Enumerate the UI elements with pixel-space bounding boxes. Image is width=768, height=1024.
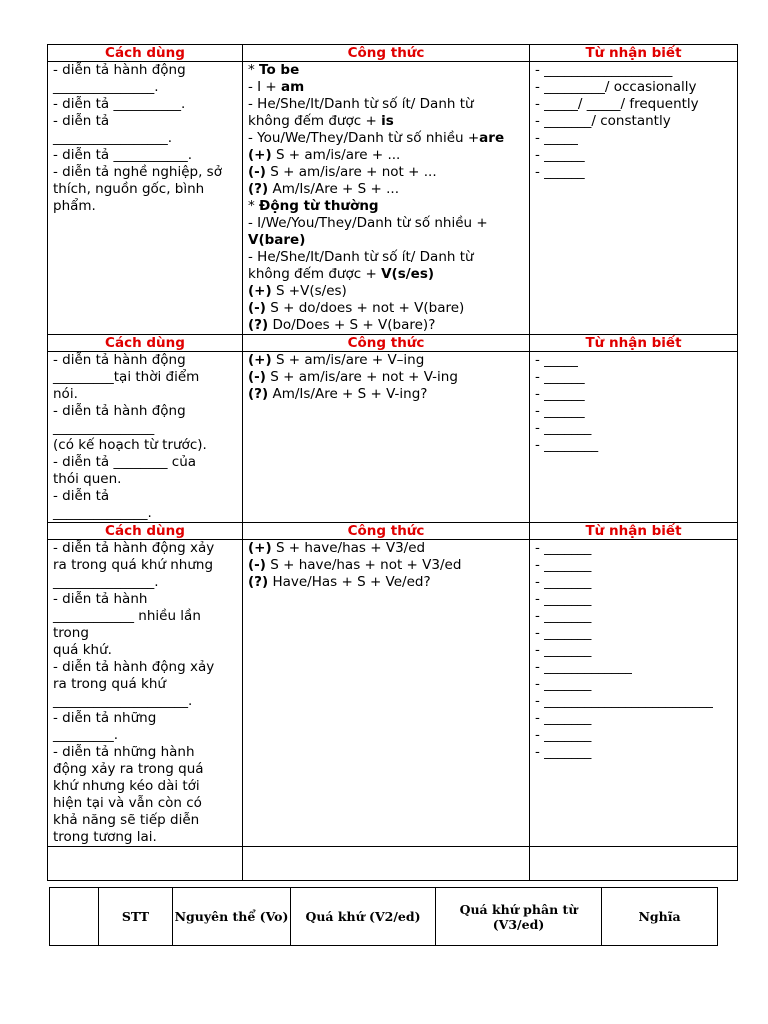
signal-word-line: - _____________: [535, 659, 632, 675]
usage-line: - diễn tả những hành: [53, 744, 195, 760]
usage-line: _______________.: [53, 79, 159, 95]
formula-bold: (+): [248, 147, 272, 163]
blank-cell: [530, 847, 738, 881]
formula-line: [248, 266, 525, 283]
formula-header: Công thức: [243, 523, 530, 540]
usage-line: quá khứ.: [53, 642, 112, 658]
usage-line: trong tương lai.: [53, 829, 157, 845]
formula-text: - I +: [248, 79, 282, 95]
signal-word-line: - ______: [535, 164, 585, 180]
usage-header: Cách dùng: [48, 335, 243, 352]
usage-line: thói quen.: [53, 471, 122, 487]
usage-line: - diễn tả nghề nghiệp, sở: [53, 164, 222, 180]
formula-text: Am/Is/Are + S + ...: [268, 181, 399, 197]
formula-bold: are: [479, 130, 505, 146]
formula-bold: is: [381, 113, 394, 129]
usage-line: - diễn tả hành động: [53, 62, 186, 78]
usage-line: nói.: [53, 386, 78, 402]
formula-bold: (?): [248, 317, 269, 333]
signal-words-cell: [530, 540, 738, 847]
formula-line: [248, 79, 525, 96]
signal-word-line: - _______: [535, 625, 592, 641]
signal-word-line: - _______: [535, 608, 592, 624]
formula-line: [248, 317, 525, 334]
usage-line: thích, nguồn gốc, bình: [53, 181, 205, 197]
formula-line: [248, 147, 525, 164]
usage-line: - diễn tả ________ của: [53, 454, 197, 470]
signal-word-line: - _______: [535, 676, 592, 692]
section-header-row: [48, 523, 738, 540]
formula-text: S + am/is/are + ...: [271, 147, 401, 163]
verb-table-header-cell: STT: [99, 888, 173, 946]
verb-table-header-cell: Nghĩa: [602, 888, 718, 946]
section-content-row: [48, 540, 738, 847]
grammar-table: [47, 44, 738, 881]
usage-line: - diễn tả: [53, 113, 110, 129]
formula-line: [248, 181, 525, 198]
signal-words-header: Từ nhận biết: [530, 335, 738, 352]
usage-line: _______________.: [53, 574, 159, 590]
usage-cell: [48, 540, 243, 847]
usage-line: ra trong quá khứ: [53, 676, 166, 692]
formula-line: [248, 198, 525, 215]
formula-line: [248, 62, 525, 79]
signal-words-header: Từ nhận biết: [530, 45, 738, 62]
usage-line: ____________ nhiều lần: [53, 608, 201, 624]
signal-words-cell: [530, 62, 738, 335]
formula-text: S + am/is/are + not + V-ing: [265, 369, 458, 385]
irregular-verb-table: [49, 887, 718, 946]
formula-line: [248, 164, 525, 181]
signal-word-line: - _______: [535, 642, 592, 658]
formula-text: S + do/does + not + V(bare): [265, 300, 465, 316]
formula-text: Have/Has + S + Ve/ed?: [268, 574, 431, 590]
formula-text: - You/We/They/Danh từ số nhiều +: [248, 130, 480, 146]
usage-line: trong: [53, 625, 89, 641]
usage-cell: [48, 62, 243, 335]
signal-word-line: - ______: [535, 386, 585, 402]
formula-cell: [243, 352, 530, 523]
formula-bold: (-): [248, 557, 266, 573]
usage-line: - diễn tả ___________.: [53, 147, 193, 163]
formula-line: [248, 113, 525, 130]
formula-text: - I/We/You/They/Danh từ số nhiều +: [248, 215, 488, 231]
verb-table-header-row: [50, 888, 718, 946]
signal-word-line: - _________/ occasionally: [535, 79, 697, 95]
formula-cell: [243, 540, 530, 847]
formula-text: S + have/has + not + V3/ed: [265, 557, 462, 573]
section-header-row: [48, 335, 738, 352]
signal-word-line: - ______: [535, 403, 585, 419]
section-content-row: [48, 62, 738, 335]
blank-cell: [243, 847, 530, 881]
signal-word-line: - _______: [535, 727, 592, 743]
signal-word-line: - _______: [535, 744, 592, 760]
usage-line: (có kế hoạch từ trước).: [53, 437, 207, 453]
formula-bold: am: [281, 79, 305, 95]
usage-line: hiện tại và vẫn còn có: [53, 795, 202, 811]
signal-words-cell: [530, 352, 738, 523]
formula-bold: (-): [248, 164, 266, 180]
usage-line: động xảy ra trong quá: [53, 761, 204, 777]
signal-word-line: - _________________________: [535, 693, 713, 709]
formula-text: *: [248, 198, 260, 214]
usage-header: Cách dùng: [48, 523, 243, 540]
usage-line: ra trong quá khứ nhưng: [53, 557, 214, 573]
usage-line: _________________.: [53, 130, 173, 146]
formula-text: - He/She/It/Danh từ số ít/ Danh từ: [248, 96, 474, 112]
formula-header: Công thức: [243, 45, 530, 62]
verb-table-header-cell: Quá khứ phân từ (V3/ed): [436, 888, 602, 946]
usage-line: phẩm.: [53, 198, 96, 214]
signal-word-line: - _____: [535, 130, 578, 146]
usage-line: - diễn tả hành động: [53, 403, 186, 419]
usage-line: - diễn tả __________.: [53, 96, 186, 112]
formula-line: [248, 574, 525, 591]
formula-line: [248, 557, 525, 574]
usage-line: _______________: [53, 420, 155, 436]
signal-word-line: - _______: [535, 557, 592, 573]
usage-cell: [48, 352, 243, 523]
usage-line: - diễn tả hành động xảy: [53, 540, 215, 556]
signal-word-line: - _______: [535, 420, 592, 436]
verb-table-header-cell: [50, 888, 99, 946]
formula-bold: V(bare): [248, 232, 306, 248]
formula-text: S + am/is/are + not + ...: [265, 164, 437, 180]
section-content-row: [48, 352, 738, 523]
usage-line: khứ nhưng kéo dài tới: [53, 778, 200, 794]
usage-line: _________tại thời điểm: [53, 369, 200, 385]
usage-line: - diễn tả hành động: [53, 352, 186, 368]
formula-text: S + am/is/are + V–ing: [271, 352, 425, 368]
verb-table-header-cell: Quá khứ (V2/ed): [291, 888, 436, 946]
formula-cell: [243, 62, 530, 335]
formula-text: không đếm được +: [248, 266, 382, 282]
signal-word-line: - _______: [535, 710, 592, 726]
formula-line: [248, 540, 525, 557]
formula-bold: (+): [248, 283, 272, 299]
formula-text: Am/Is/Are + S + V-ing?: [268, 386, 428, 402]
verb-table-header-cell: Nguyên thể (Vo): [173, 888, 291, 946]
signal-word-line: - _______: [535, 591, 592, 607]
usage-header: Cách dùng: [48, 45, 243, 62]
formula-text: *: [248, 62, 260, 78]
formula-bold: V(s/es): [381, 266, 435, 282]
signal-word-line: - ______: [535, 369, 585, 385]
usage-line: ____________________.: [53, 693, 193, 709]
formula-line: [248, 283, 525, 300]
formula-line: [248, 386, 525, 403]
signal-word-line: - _____/ _____/ frequently: [535, 96, 699, 112]
signal-word-line: - ________: [535, 437, 599, 453]
formula-bold: (?): [248, 181, 269, 197]
formula-line: [248, 96, 525, 113]
formula-text: S +V(s/es): [271, 283, 347, 299]
formula-bold: (-): [248, 300, 266, 316]
formula-text: - He/She/It/Danh từ số ít/ Danh từ: [248, 249, 474, 265]
formula-line: [248, 130, 525, 147]
formula-bold: To be: [259, 62, 300, 78]
formula-line: [248, 249, 525, 266]
formula-line: [248, 352, 525, 369]
formula-line: [248, 215, 525, 232]
usage-line: ______________.: [53, 505, 152, 521]
formula-bold: (-): [248, 369, 266, 385]
signal-words-header: Từ nhận biết: [530, 523, 738, 540]
formula-text: không đếm được +: [248, 113, 382, 129]
signal-word-line: - ______: [535, 147, 585, 163]
formula-bold: (?): [248, 574, 269, 590]
formula-line: [248, 300, 525, 317]
usage-line: - diễn tả những: [53, 710, 157, 726]
usage-line: - diễn tả hành: [53, 591, 148, 607]
formula-header: Công thức: [243, 335, 530, 352]
usage-line: - diễn tả hành động xảy: [53, 659, 215, 675]
signal-word-line: - _______: [535, 540, 592, 556]
usage-line: - diễn tả: [53, 488, 110, 504]
blank-row: [48, 847, 738, 881]
formula-bold: (+): [248, 540, 272, 556]
usage-line: _________.: [53, 727, 119, 743]
formula-bold: (+): [248, 352, 272, 368]
section-header-row: [48, 45, 738, 62]
formula-line: [248, 232, 525, 249]
signal-word-line: - _______: [535, 574, 592, 590]
formula-bold: (?): [248, 386, 269, 402]
formula-text: Do/Does + S + V(bare)?: [268, 317, 436, 333]
signal-word-line: - _____: [535, 352, 578, 368]
signal-word-line: - ___________________: [535, 62, 673, 78]
blank-cell: [48, 847, 243, 881]
formula-line: [248, 369, 525, 386]
signal-word-line: - _______/ constantly: [535, 113, 671, 129]
formula-text: S + have/has + V3/ed: [271, 540, 426, 556]
formula-bold: Động từ thường: [259, 198, 379, 214]
usage-line: khả năng sẽ tiếp diễn: [53, 812, 200, 828]
